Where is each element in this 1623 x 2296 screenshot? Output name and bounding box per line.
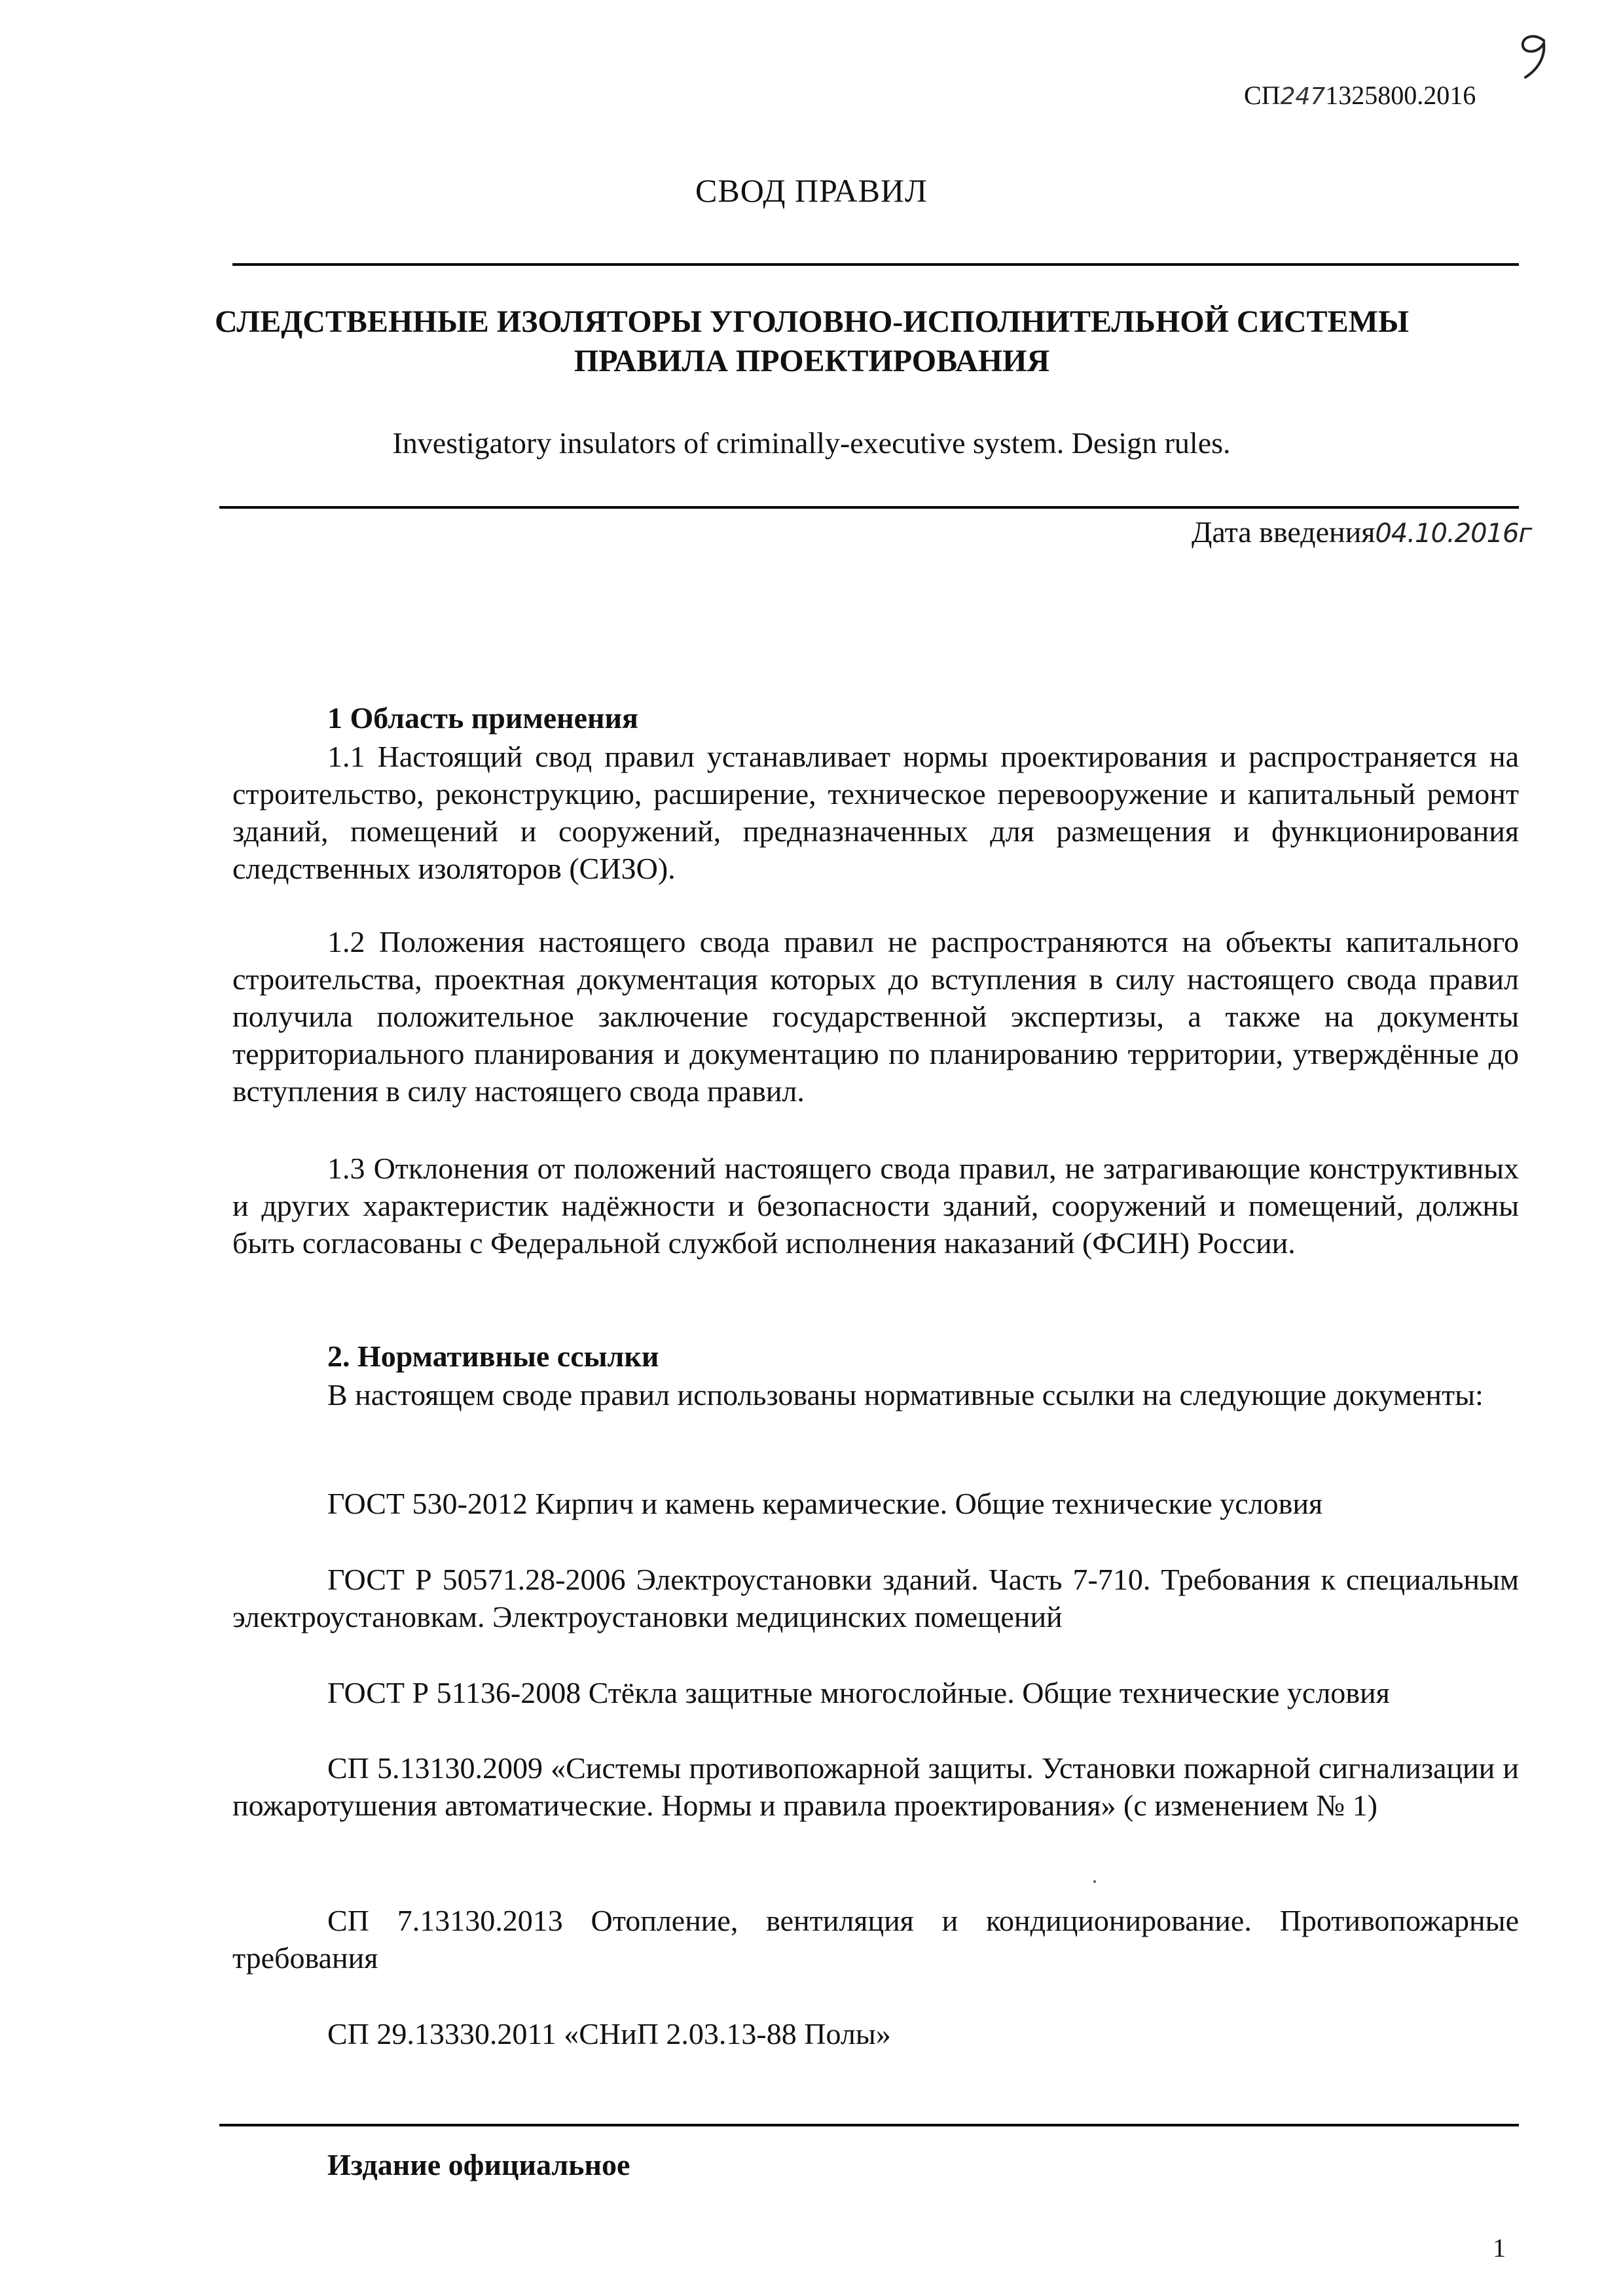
section-2-heading: 2. Нормативные ссылки [327,1339,659,1373]
scan-dot [1093,1880,1096,1883]
document-title-line2: ПРАВИЛА ПРОЕКТИРОВАНИЯ [574,344,1050,378]
svod-heading: СВОД ПРАВИЛ [695,172,928,209]
document-subtitle-english: Investigatory insulators of criminally-executive system. Design rules. [392,426,1231,460]
official-edition-label: Издание официальное [327,2148,630,2181]
document-code-handwritten: 247 [1280,83,1326,110]
paragraph-1-3: 1.3 Отклонения от положений настоящего свода правил, не затрагивающие конструктивных и других характеристик надёжности и безопасности зданий, сооружений и помещений, должны быть согласованы с Федеральной службой исполнения наказаний (ФСИН) России. [232,1152,1519,1260]
paragraph-1-1: 1.1 Настоящий свод правил устанавливает нормы проектирования и распространяется на строительство, реконструкцию, расширение, техническое перевооружение и капитальный ремонт зданий, помещений и сооружений, предназначенных для размещения и функционирования следственных изоляторов (СИЗО). [232,740,1519,885]
handwritten-page-number [1506,26,1565,85]
reference-item: СП 7.13130.2013 Отопление, вентиляция и кондиционирование. Противопожарные требования [232,1904,1519,1975]
introduction-date-handwritten: 04.10.2016г [1375,519,1532,549]
document-title-line1: СЛЕДСТВЕННЫЕ ИЗОЛЯТОРЫ УГОЛОВНО-ИСПОЛНИТЕЛЬНОЙ СИСТЕМЫ [214,304,1410,339]
introduction-date [1192,515,1531,549]
footer-rule [219,2124,1519,2126]
document-title [196,302,1427,381]
reference-item: СП 5.13130.2009 «Системы противопожарной защиты. Установки пожарной сигнализации и пожаротушения автоматические. Нормы и правила проектирования» (с изменением № 1) [232,1751,1519,1822]
subtitle-rule [219,506,1519,509]
section-1-heading: 1 Область применения [327,701,638,735]
top-rule [232,263,1519,266]
page-number: 1 [1493,2233,1506,2263]
section-2-intro: В настоящем своде правил использованы нормативные ссылки на следующие документы: [327,1378,1484,1412]
reference-item: ГОСТ 530-2012 Кирпич и камень керамические. Общие технические условия [327,1487,1323,1520]
reference-item: СП 29.13330.2011 «СНиП 2.03.13-88 Полы» [327,2017,891,2050]
introduction-date-label: Дата введения [1192,515,1376,549]
paragraph-1-2: 1.2 Положения настоящего свода правил не распространяются на объекты капитального строительства, проектная документация которых до вступления в силу настоящего свода правил получила положительное заключение государственной экспертизы, а также на документы территориального планирования и документацию по планированию территории, утверждённые до вступления в силу настоящего свода правил. [232,925,1519,1108]
reference-item: ГОСТ Р 51136-2008 Стёкла защитные многослойные. Общие технические условия [327,1676,1390,1709]
reference-item: ГОСТ Р 50571.28-2006 Электроустановки зданий. Часть 7-710. Требования к специальным электроустановкам. Электроустановки медицинских помещений [232,1563,1519,1633]
document-code: СП2471325800.2016 [1244,81,1476,110]
